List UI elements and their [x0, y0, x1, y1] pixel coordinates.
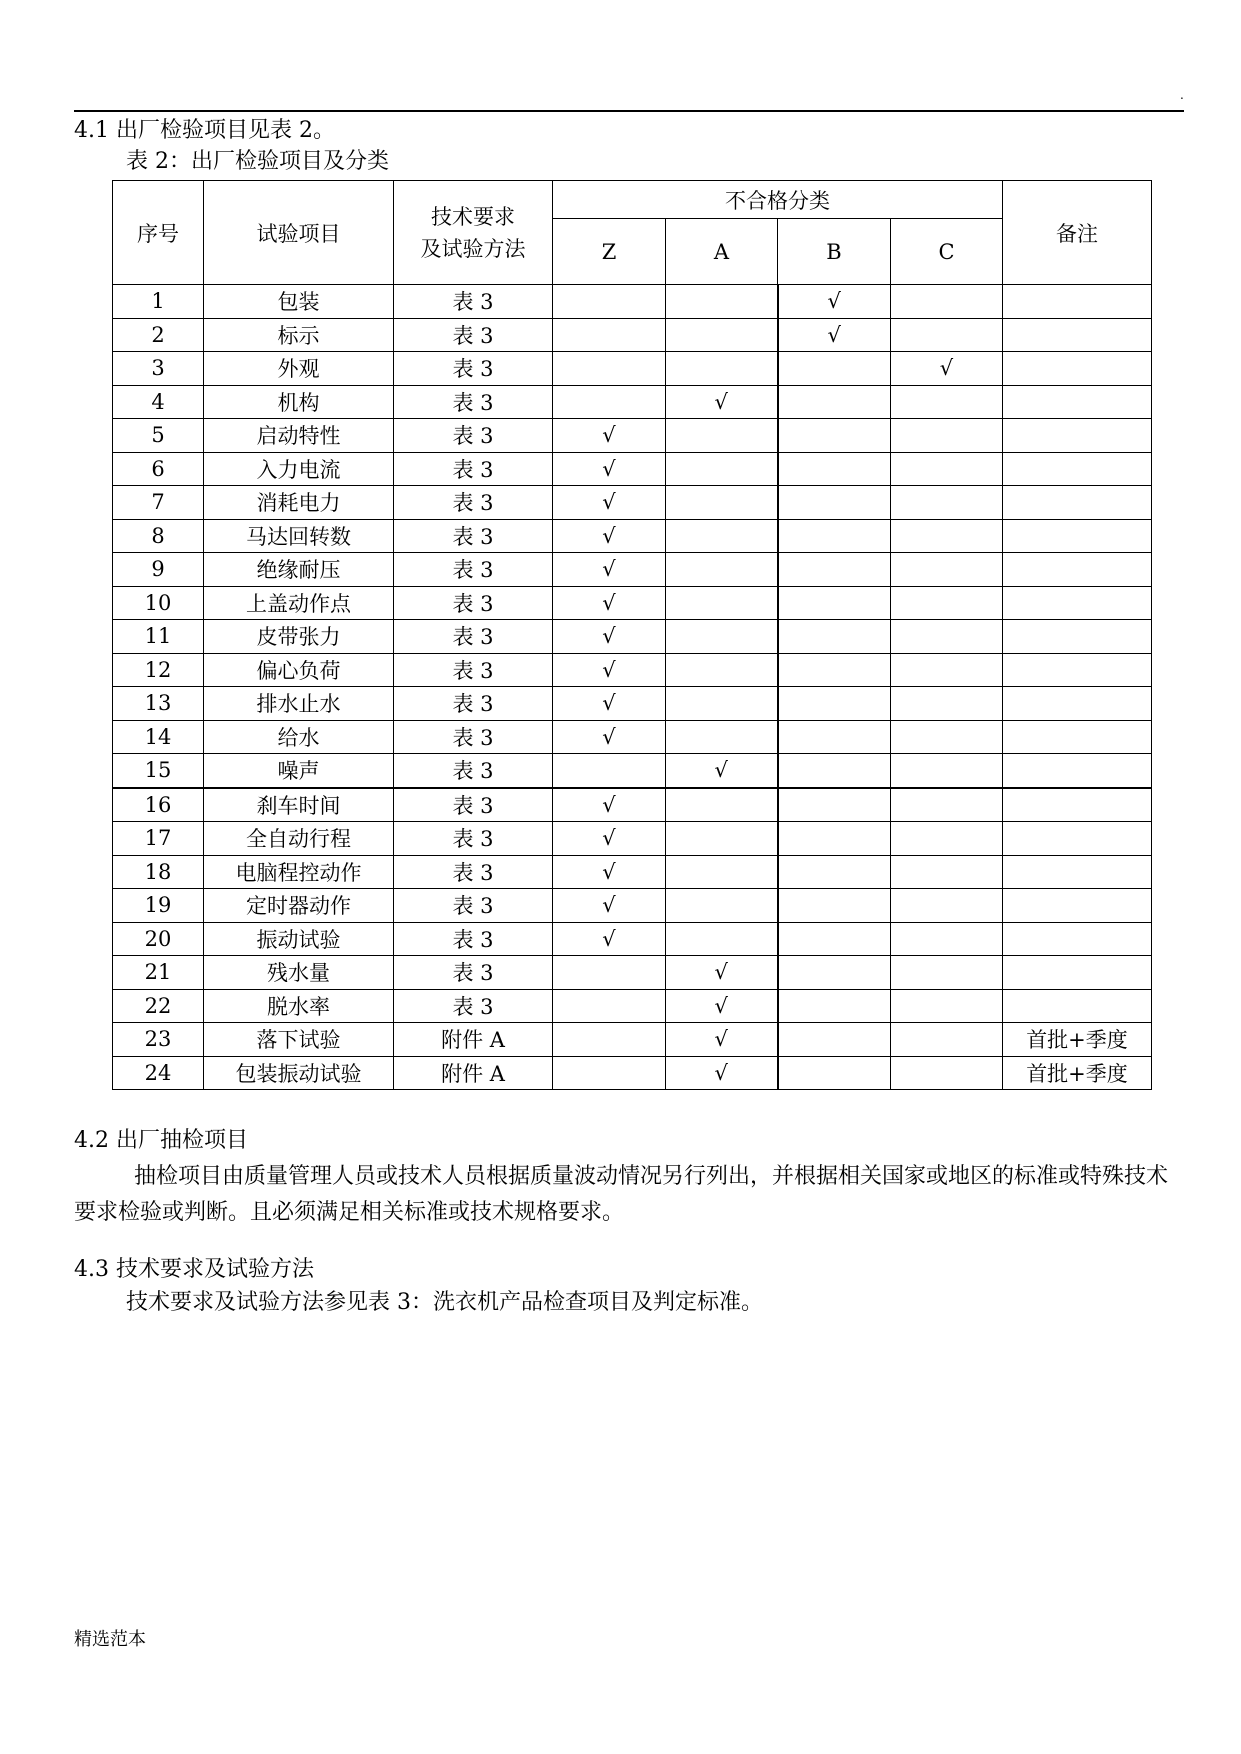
check-mark-icon: √ [714, 993, 728, 1018]
header-method-text: 技术要求 及试验方法 [420, 204, 526, 261]
cell-class-b [778, 620, 891, 654]
check-mark-icon: √ [714, 960, 728, 985]
cell-class-c [891, 385, 1003, 419]
table-row [113, 889, 1152, 923]
cell-item: 残水量 [204, 956, 394, 990]
table-row [113, 687, 1152, 721]
cell-no: 19 [113, 889, 204, 923]
cell-class-c [891, 352, 1003, 386]
cell-method: 表 3 [394, 620, 553, 654]
cell-no: 9 [113, 553, 204, 587]
inspection-table [112, 180, 1152, 1090]
cell-class-c [891, 318, 1003, 352]
cell-remark [1003, 788, 1152, 822]
cell-no: 14 [113, 720, 204, 754]
cell-method: 表 3 [394, 385, 553, 419]
section-4-2-title: 4.2 出厂抽检项目 [74, 1128, 248, 1153]
cell-class-c [891, 855, 1003, 889]
cell-method: 表 3 [394, 788, 553, 822]
cell-method: 表 3 [394, 586, 553, 620]
table-row [113, 956, 1152, 990]
cell-class-a [666, 586, 778, 620]
cell-method: 表 3 [394, 922, 553, 956]
cell-class-z [553, 486, 666, 520]
cell-class-b [778, 385, 891, 419]
cell-remark [1003, 720, 1152, 754]
cell-item: 电脑程控动作 [204, 855, 394, 889]
cell-class-c [891, 687, 1003, 721]
header-class-b: B [778, 219, 891, 285]
cell-class-c [891, 1023, 1003, 1057]
check-mark-icon: √ [602, 624, 616, 649]
table-row [113, 352, 1152, 386]
cell-item: 机构 [204, 385, 394, 419]
cell-class-z [553, 318, 666, 352]
cell-class-a [666, 687, 778, 721]
cell-remark [1003, 586, 1152, 620]
table-row [113, 486, 1152, 520]
cell-class-c [891, 788, 1003, 822]
cell-remark [1003, 486, 1152, 520]
table-row [113, 1023, 1152, 1057]
cell-no: 11 [113, 620, 204, 654]
cell-class-z [553, 419, 666, 453]
check-mark-icon: √ [602, 557, 616, 582]
check-mark-icon: √ [602, 657, 616, 682]
cell-no: 8 [113, 519, 204, 553]
cell-item: 振动试验 [204, 922, 394, 956]
cell-method: 表 3 [394, 889, 553, 923]
cell-class-c [891, 285, 1003, 319]
table-row [113, 855, 1152, 889]
cell-item: 绝缘耐压 [204, 553, 394, 587]
cell-item: 包装振动试验 [204, 1056, 394, 1090]
cell-no: 23 [113, 1023, 204, 1057]
cell-class-z [553, 352, 666, 386]
cell-class-c [891, 452, 1003, 486]
footer-text: 精选范本 [74, 1629, 146, 1650]
cell-class-b [778, 922, 891, 956]
cell-remark [1003, 318, 1152, 352]
header-rule [74, 110, 1184, 112]
cell-item: 落下试验 [204, 1023, 394, 1057]
cell-no: 12 [113, 653, 204, 687]
cell-method: 表 3 [394, 989, 553, 1023]
cell-class-c [891, 519, 1003, 553]
cell-item: 皮带张力 [204, 620, 394, 654]
cell-class-b [778, 419, 891, 453]
cell-class-a [666, 720, 778, 754]
cell-class-b [778, 486, 891, 520]
cell-class-c [891, 486, 1003, 520]
cell-no: 2 [113, 318, 204, 352]
check-mark-icon: √ [714, 1027, 728, 1052]
cell-item: 排水止水 [204, 687, 394, 721]
header-method [394, 181, 553, 285]
check-mark-icon: √ [602, 926, 616, 951]
cell-no: 20 [113, 922, 204, 956]
table-row [113, 620, 1152, 654]
cell-no: 1 [113, 285, 204, 319]
cell-method: 表 3 [394, 687, 553, 721]
cell-method: 表 3 [394, 486, 553, 520]
cell-no: 10 [113, 586, 204, 620]
cell-class-b [778, 318, 891, 352]
cell-class-a [666, 989, 778, 1023]
cell-method: 表 3 [394, 855, 553, 889]
cell-class-b [778, 553, 891, 587]
cell-class-b [778, 754, 891, 788]
cell-item: 噪声 [204, 754, 394, 788]
section-4-3-title: 4.3 技术要求及试验方法 [74, 1257, 314, 1282]
cell-remark: 首批+季度 [1003, 1056, 1152, 1090]
cell-method: 表 3 [394, 553, 553, 587]
cell-class-a [666, 285, 778, 319]
cell-class-a [666, 889, 778, 923]
header-class-z: Z [553, 219, 666, 285]
cell-class-c [891, 989, 1003, 1023]
cell-class-a [666, 855, 778, 889]
cell-class-b [778, 1023, 891, 1057]
cell-class-z [553, 922, 666, 956]
cell-class-z [553, 553, 666, 587]
cell-class-b [778, 653, 891, 687]
cell-class-z [553, 586, 666, 620]
cell-class-a [666, 822, 778, 856]
cell-class-b [778, 586, 891, 620]
cell-class-z [553, 754, 666, 788]
cell-remark [1003, 385, 1152, 419]
cell-no: 22 [113, 989, 204, 1023]
cell-class-a [666, 1056, 778, 1090]
cell-class-b [778, 1056, 891, 1090]
table-row [113, 822, 1152, 856]
cell-method: 表 3 [394, 653, 553, 687]
cell-remark [1003, 822, 1152, 856]
top-corner-mark: . [1180, 88, 1184, 102]
section-4-2-body: 抽检项目由质量管理人员或技术人员根据质量波动情况另行列出，并根据相关国家或地区的标准或特殊技术要求检验或判断。且必须满足相关标准或技术规格要求。 [74, 1164, 1169, 1225]
section-4-3-body: 技术要求及试验方法参见表 3：洗衣机产品检查项目及判定标准。 [126, 1290, 763, 1315]
cell-item: 标示 [204, 318, 394, 352]
cell-class-z [553, 285, 666, 319]
cell-item: 启动特性 [204, 419, 394, 453]
cell-class-b [778, 519, 891, 553]
cell-remark [1003, 922, 1152, 956]
cell-class-a [666, 318, 778, 352]
cell-item: 外观 [204, 352, 394, 386]
table-row [113, 922, 1152, 956]
cell-item: 定时器动作 [204, 889, 394, 923]
cell-method: 表 3 [394, 285, 553, 319]
check-mark-icon: √ [602, 456, 616, 481]
cell-class-z [553, 1023, 666, 1057]
check-mark-icon: √ [602, 423, 616, 448]
cell-no: 15 [113, 754, 204, 788]
cell-class-z [553, 889, 666, 923]
cell-class-b [778, 855, 891, 889]
cell-class-z [553, 822, 666, 856]
cell-class-a [666, 419, 778, 453]
table-row [113, 586, 1152, 620]
cell-class-a [666, 754, 778, 788]
cell-method: 表 3 [394, 956, 553, 990]
cell-item: 给水 [204, 720, 394, 754]
cell-class-c [891, 1056, 1003, 1090]
cell-class-a [666, 486, 778, 520]
cell-remark [1003, 889, 1152, 923]
cell-class-z [553, 956, 666, 990]
check-mark-icon: √ [714, 1060, 728, 1085]
cell-no: 6 [113, 452, 204, 486]
check-mark-icon: √ [602, 691, 616, 716]
cell-class-z [553, 385, 666, 419]
cell-remark [1003, 855, 1152, 889]
cell-class-a [666, 519, 778, 553]
cell-method: 附件 A [394, 1056, 553, 1090]
cell-method: 表 3 [394, 822, 553, 856]
cell-class-z [553, 989, 666, 1023]
cell-class-b [778, 452, 891, 486]
cell-item: 马达回转数 [204, 519, 394, 553]
cell-class-z [553, 519, 666, 553]
cell-class-c [891, 754, 1003, 788]
table-row [113, 720, 1152, 754]
cell-no: 17 [113, 822, 204, 856]
section-4-1-title: 4.1 出厂检验项目见表 2。 [74, 118, 335, 143]
check-mark-icon: √ [939, 356, 954, 381]
cell-item: 包装 [204, 285, 394, 319]
check-mark-icon: √ [602, 893, 616, 918]
check-mark-icon: √ [602, 859, 616, 884]
cell-method: 表 3 [394, 318, 553, 352]
cell-remark [1003, 285, 1152, 319]
cell-class-a [666, 956, 778, 990]
table-row [113, 419, 1152, 453]
header-item: 试验项目 [204, 181, 394, 285]
cell-item: 全自动行程 [204, 822, 394, 856]
cell-class-b [778, 720, 891, 754]
cell-remark [1003, 419, 1152, 453]
cell-no: 16 [113, 788, 204, 822]
cell-no: 13 [113, 687, 204, 721]
cell-class-c [891, 620, 1003, 654]
cell-remark [1003, 519, 1152, 553]
cell-class-c [891, 922, 1003, 956]
check-mark-icon: √ [602, 490, 616, 515]
cell-class-z [553, 720, 666, 754]
check-mark-icon: √ [827, 322, 841, 347]
table-row [113, 452, 1152, 486]
header-no: 序号 [113, 181, 204, 285]
header-class-a: A [666, 219, 778, 285]
cell-remark [1003, 352, 1152, 386]
cell-class-b [778, 956, 891, 990]
cell-item: 上盖动作点 [204, 586, 394, 620]
table-row [113, 788, 1152, 822]
cell-class-a [666, 352, 778, 386]
cell-class-b [778, 989, 891, 1023]
cell-class-a [666, 788, 778, 822]
cell-class-a [666, 653, 778, 687]
table-row [113, 318, 1152, 352]
cell-class-a [666, 452, 778, 486]
cell-class-a [666, 922, 778, 956]
cell-class-b [778, 822, 891, 856]
cell-no: 24 [113, 1056, 204, 1090]
cell-class-c [891, 720, 1003, 754]
cell-remark [1003, 653, 1152, 687]
cell-item: 偏心负荷 [204, 653, 394, 687]
cell-method: 表 3 [394, 519, 553, 553]
table-caption: 表 2：出厂检验项目及分类 [126, 149, 389, 174]
cell-class-c [891, 586, 1003, 620]
table-row [113, 385, 1152, 419]
cell-class-b [778, 285, 891, 319]
check-mark-icon: √ [602, 724, 616, 749]
table-row [113, 989, 1152, 1023]
check-mark-icon: √ [714, 389, 728, 414]
cell-class-a [666, 1023, 778, 1057]
cell-class-z [553, 1056, 666, 1090]
table-row [113, 653, 1152, 687]
check-mark-icon: √ [602, 792, 616, 817]
cell-class-c [891, 553, 1003, 587]
cell-class-z [553, 653, 666, 687]
cell-class-z [553, 620, 666, 654]
table-row [113, 553, 1152, 587]
header-remark: 备注 [1003, 181, 1152, 285]
cell-class-a [666, 385, 778, 419]
table-row [113, 754, 1152, 788]
cell-no: 5 [113, 419, 204, 453]
table-row [113, 1056, 1152, 1090]
cell-no: 18 [113, 855, 204, 889]
cell-item: 消耗电力 [204, 486, 394, 520]
cell-class-c [891, 653, 1003, 687]
check-mark-icon: √ [602, 523, 616, 548]
check-mark-icon: √ [602, 826, 616, 851]
cell-class-b [778, 788, 891, 822]
check-mark-icon: √ [714, 758, 728, 783]
check-mark-icon: √ [827, 289, 841, 314]
cell-item: 脱水率 [204, 989, 394, 1023]
cell-remark [1003, 687, 1152, 721]
header-class-c: C [891, 219, 1003, 285]
table-row [113, 519, 1152, 553]
cell-no: 7 [113, 486, 204, 520]
cell-method: 表 3 [394, 352, 553, 386]
cell-remark [1003, 620, 1152, 654]
cell-class-c [891, 419, 1003, 453]
header-classification: 不合格分类 [553, 181, 1003, 219]
cell-class-c [891, 956, 1003, 990]
cell-class-z [553, 855, 666, 889]
cell-class-z [553, 687, 666, 721]
cell-remark [1003, 956, 1152, 990]
cell-class-a [666, 553, 778, 587]
cell-item: 入力电流 [204, 452, 394, 486]
cell-method: 表 3 [394, 754, 553, 788]
cell-remark [1003, 989, 1152, 1023]
cell-method: 表 3 [394, 452, 553, 486]
cell-no: 3 [113, 352, 204, 386]
cell-remark [1003, 452, 1152, 486]
cell-item: 刹车时间 [204, 788, 394, 822]
cell-class-a [666, 620, 778, 654]
cell-no: 21 [113, 956, 204, 990]
cell-class-b [778, 687, 891, 721]
cell-class-z [553, 452, 666, 486]
cell-remark [1003, 553, 1152, 587]
cell-remark: 首批+季度 [1003, 1023, 1152, 1057]
cell-method: 表 3 [394, 419, 553, 453]
table-row [113, 285, 1152, 319]
cell-remark [1003, 754, 1152, 788]
cell-class-z [553, 788, 666, 822]
cell-class-b [778, 889, 891, 923]
cell-method: 附件 A [394, 1023, 553, 1057]
check-mark-icon: √ [602, 590, 616, 615]
cell-class-c [891, 889, 1003, 923]
cell-class-c [891, 822, 1003, 856]
cell-class-b [778, 352, 891, 386]
cell-method: 表 3 [394, 720, 553, 754]
cell-no: 4 [113, 385, 204, 419]
